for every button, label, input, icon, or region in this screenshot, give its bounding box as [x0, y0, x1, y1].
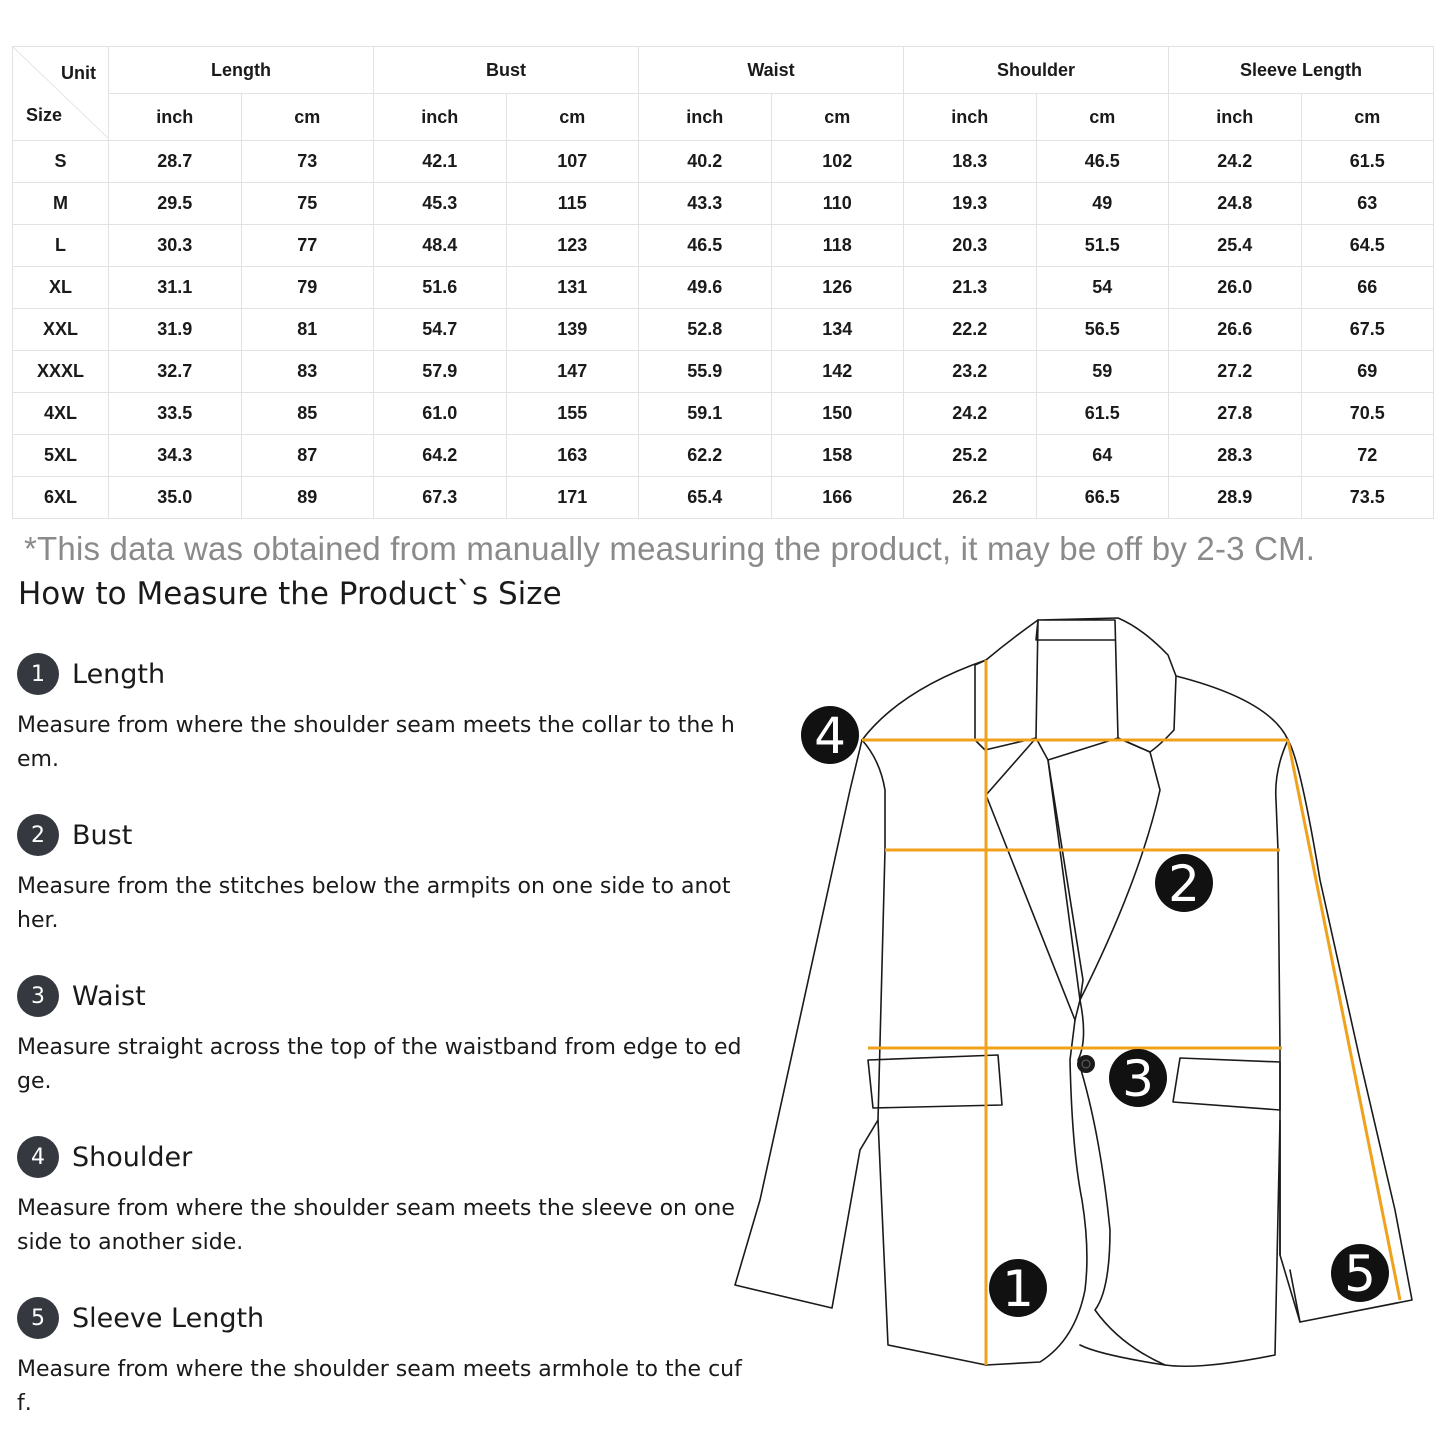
- unit-label: Unit: [61, 63, 96, 83]
- value-cell: 30.3: [109, 225, 242, 267]
- value-cell: 52.8: [639, 309, 772, 351]
- howto-title: How to Measure the Product`s Size: [18, 576, 562, 612]
- value-cell: 166: [771, 477, 904, 519]
- marker-4-label: 4: [814, 707, 846, 765]
- unit-header-cm: cm: [1036, 94, 1169, 141]
- step-header: [17, 1135, 747, 1179]
- step-header: [17, 1296, 747, 1340]
- value-cell: 48.4: [374, 225, 507, 267]
- step-name: Bust: [72, 819, 133, 851]
- button-icon: [1077, 1055, 1095, 1073]
- value-cell: 33.5: [109, 393, 242, 435]
- value-cell: 26.6: [1169, 309, 1302, 351]
- group-header-length: Length: [109, 47, 374, 94]
- value-cell: 87: [241, 435, 374, 477]
- step-header: [17, 974, 747, 1018]
- left-lapel: [986, 738, 1080, 1020]
- value-cell: 45.3: [374, 183, 507, 225]
- step-name: Sleeve Length: [72, 1302, 265, 1334]
- step-name: Length: [72, 658, 166, 690]
- value-cell: 64.5: [1301, 225, 1434, 267]
- collar-left: [975, 620, 1038, 750]
- value-cell: 54: [1036, 267, 1169, 309]
- value-cell: 72: [1301, 435, 1434, 477]
- value-cell: 81: [241, 309, 374, 351]
- value-cell: 31.1: [109, 267, 242, 309]
- step-name: Waist: [72, 980, 146, 1012]
- value-cell: 40.2: [639, 141, 772, 183]
- value-cell: 24.2: [904, 393, 1037, 435]
- step-description: Measure from where the shoulder seam meets the collar to the hem.: [17, 713, 735, 772]
- step-description: Measure from where the shoulder seam meets armhole to the cuff.: [17, 1357, 742, 1416]
- value-cell: 77: [241, 225, 374, 267]
- table-row: [13, 225, 1434, 267]
- size-cell: S: [13, 141, 109, 183]
- table-row: [13, 267, 1434, 309]
- value-cell: 24.2: [1169, 141, 1302, 183]
- value-cell: 66: [1301, 267, 1434, 309]
- size-cell: 5XL: [13, 435, 109, 477]
- value-cell: 25.4: [1169, 225, 1302, 267]
- collar-right: [1038, 618, 1176, 752]
- size-cell: XXXL: [13, 351, 109, 393]
- value-cell: 59: [1036, 351, 1169, 393]
- value-cell: 27.8: [1169, 393, 1302, 435]
- step-name: Shoulder: [72, 1141, 193, 1173]
- unit-header-inch: inch: [639, 94, 772, 141]
- value-cell: 49.6: [639, 267, 772, 309]
- unit-header-cm: cm: [771, 94, 904, 141]
- value-cell: 28.7: [109, 141, 242, 183]
- step-number-badge: 4: [17, 1136, 59, 1178]
- value-cell: 46.5: [1036, 141, 1169, 183]
- size-cell: XL: [13, 267, 109, 309]
- value-cell: 67.3: [374, 477, 507, 519]
- value-cell: 89: [241, 477, 374, 519]
- value-cell: 63: [1301, 183, 1434, 225]
- value-cell: 27.2: [1169, 351, 1302, 393]
- value-cell: 54.7: [374, 309, 507, 351]
- measurement-lines: [862, 660, 1400, 1365]
- size-chart-table: [12, 46, 1434, 519]
- marker-2: [1155, 854, 1213, 913]
- value-cell: 22.2: [904, 309, 1037, 351]
- value-cell: 123: [506, 225, 639, 267]
- table-row: [13, 435, 1434, 477]
- step-3: [17, 974, 747, 1099]
- value-cell: 67.5: [1301, 309, 1434, 351]
- value-cell: 56.5: [1036, 309, 1169, 351]
- step-description: Measure from where the shoulder seam meets the sleeve on one side to another side.: [17, 1196, 735, 1255]
- measurement-note: *This data was obtained from manually measuring the product, it may be off by 2-3 CM.: [24, 530, 1316, 567]
- group-header-sleeve-length: Sleeve Length: [1169, 47, 1434, 94]
- marker-1-label: 1: [1002, 1260, 1034, 1318]
- value-cell: 118: [771, 225, 904, 267]
- group-header-shoulder: Shoulder: [904, 47, 1169, 94]
- size-cell: L: [13, 225, 109, 267]
- unit-header-inch: inch: [374, 94, 507, 141]
- marker-3-label: 3: [1122, 1050, 1154, 1108]
- value-cell: 107: [506, 141, 639, 183]
- collar-band: [1036, 620, 1115, 640]
- left-side-outline: [735, 660, 986, 1365]
- marker-2-label: 2: [1168, 855, 1200, 913]
- value-cell: 24.8: [1169, 183, 1302, 225]
- marker-4: [801, 706, 859, 765]
- unit-header-cm: cm: [1301, 94, 1434, 141]
- value-cell: 18.3: [904, 141, 1037, 183]
- table-corner-cell: [13, 47, 109, 141]
- step-number-badge: 1: [17, 653, 59, 695]
- value-cell: 134: [771, 309, 904, 351]
- value-cell: 155: [506, 393, 639, 435]
- unit-header-cm: cm: [241, 94, 374, 141]
- value-cell: 61.0: [374, 393, 507, 435]
- value-cell: 20.3: [904, 225, 1037, 267]
- left-sleeve-inner: [862, 740, 885, 1120]
- step-number-badge: 5: [17, 1297, 59, 1339]
- value-cell: 126: [771, 267, 904, 309]
- value-cell: 51.6: [374, 267, 507, 309]
- value-cell: 73: [241, 141, 374, 183]
- value-cell: 115: [506, 183, 639, 225]
- group-header-bust: Bust: [374, 47, 639, 94]
- value-cell: 150: [771, 393, 904, 435]
- table-row: [13, 477, 1434, 519]
- table-row: [13, 309, 1434, 351]
- step-1: [17, 652, 747, 777]
- marker-1: [989, 1259, 1047, 1318]
- value-cell: 85: [241, 393, 374, 435]
- value-cell: 29.5: [109, 183, 242, 225]
- value-cell: 102: [771, 141, 904, 183]
- value-cell: 26.2: [904, 477, 1037, 519]
- value-cell: 34.3: [109, 435, 242, 477]
- value-cell: 28.9: [1169, 477, 1302, 519]
- value-cell: 110: [771, 183, 904, 225]
- value-cell: 35.0: [109, 477, 242, 519]
- value-cell: 147: [506, 351, 639, 393]
- value-cell: 65.4: [639, 477, 772, 519]
- value-cell: 31.9: [109, 309, 242, 351]
- size-cell: XXL: [13, 309, 109, 351]
- value-cell: 25.2: [904, 435, 1037, 477]
- unit-header-inch: inch: [1169, 94, 1302, 141]
- value-cell: 73.5: [1301, 477, 1434, 519]
- right-pocket: [1173, 1058, 1280, 1110]
- size-label: Size: [26, 105, 63, 125]
- size-cell: M: [13, 183, 109, 225]
- value-cell: 23.2: [904, 351, 1037, 393]
- value-cell: 46.5: [639, 225, 772, 267]
- step-number-badge: 2: [17, 814, 59, 856]
- value-cell: 55.9: [639, 351, 772, 393]
- table-row: [13, 141, 1434, 183]
- right-sleeve-inner: [1276, 740, 1288, 1255]
- marker-3: [1109, 1049, 1167, 1108]
- value-cell: 59.1: [639, 393, 772, 435]
- sleeve-length-line: [1288, 740, 1400, 1300]
- value-cell: 163: [506, 435, 639, 477]
- value-cell: 69: [1301, 351, 1434, 393]
- value-cell: 62.2: [639, 435, 772, 477]
- value-cell: 75: [241, 183, 374, 225]
- step-description: Measure from the stitches below the armpits on one side to another.: [17, 874, 731, 933]
- size-cell: 4XL: [13, 393, 109, 435]
- step-header: [17, 652, 747, 696]
- table-row: [13, 351, 1434, 393]
- unit-header-inch: inch: [904, 94, 1037, 141]
- right-lapel: [1048, 738, 1160, 1000]
- value-cell: 21.3: [904, 267, 1037, 309]
- value-cell: 142: [771, 351, 904, 393]
- value-cell: 42.1: [374, 141, 507, 183]
- value-cell: 61.5: [1036, 393, 1169, 435]
- value-cell: 79: [241, 267, 374, 309]
- unit-header-cm: cm: [506, 94, 639, 141]
- value-cell: 131: [506, 267, 639, 309]
- step-4: [17, 1135, 747, 1260]
- value-cell: 64.2: [374, 435, 507, 477]
- left-pocket: [868, 1055, 1002, 1108]
- value-cell: 66.5: [1036, 477, 1169, 519]
- value-cell: 49: [1036, 183, 1169, 225]
- size-cell: 6XL: [13, 477, 109, 519]
- value-cell: 61.5: [1301, 141, 1434, 183]
- value-cell: 171: [506, 477, 639, 519]
- value-cell: 28.3: [1169, 435, 1302, 477]
- value-cell: 43.3: [639, 183, 772, 225]
- value-cell: 57.9: [374, 351, 507, 393]
- step-header: [17, 813, 747, 857]
- unit-header-inch: inch: [109, 94, 242, 141]
- value-cell: 70.5: [1301, 393, 1434, 435]
- jacket-diagram: [720, 600, 1440, 1380]
- step-5: [17, 1296, 747, 1421]
- value-cell: 26.0: [1169, 267, 1302, 309]
- group-header-waist: Waist: [639, 47, 904, 94]
- value-cell: 158: [771, 435, 904, 477]
- step-description: Measure straight across the top of the waistband from edge to edge.: [17, 1035, 742, 1094]
- value-cell: 64: [1036, 435, 1169, 477]
- table-row: [13, 183, 1434, 225]
- value-cell: 83: [241, 351, 374, 393]
- step-2: [17, 813, 747, 938]
- table-row: [13, 393, 1434, 435]
- value-cell: 19.3: [904, 183, 1037, 225]
- marker-5: [1331, 1244, 1389, 1303]
- step-number-badge: 3: [17, 975, 59, 1017]
- value-cell: 51.5: [1036, 225, 1169, 267]
- value-cell: 139: [506, 309, 639, 351]
- marker-5-label: 5: [1344, 1245, 1376, 1303]
- value-cell: 32.7: [109, 351, 242, 393]
